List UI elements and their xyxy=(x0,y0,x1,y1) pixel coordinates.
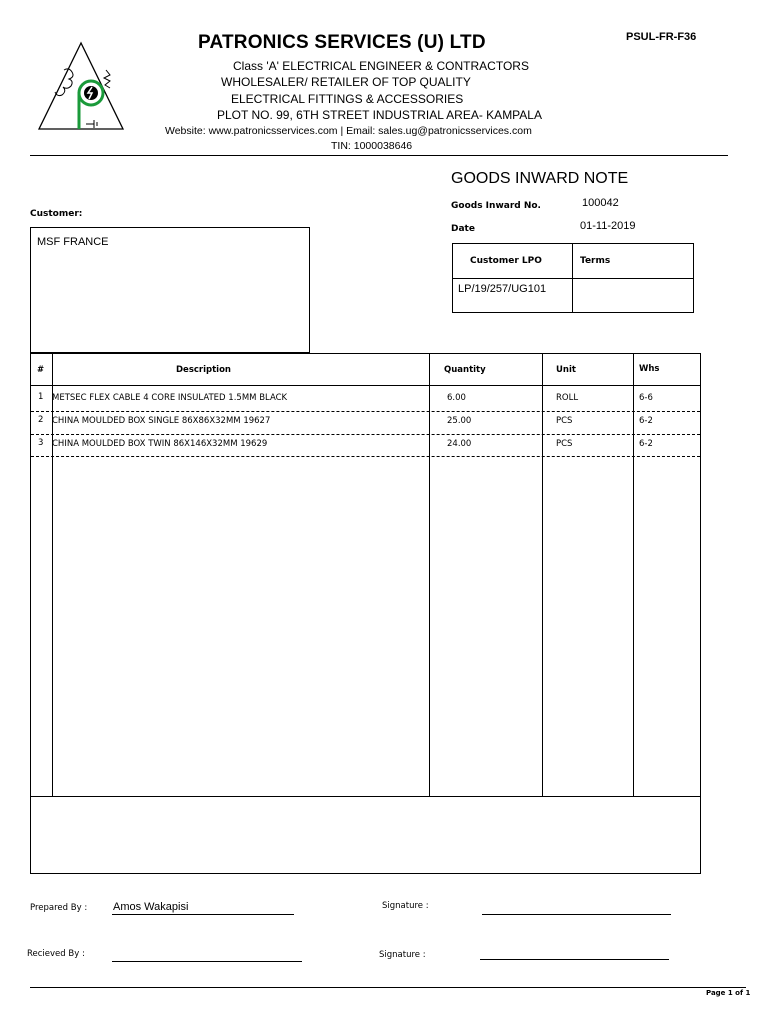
signature-label-1: Signature : xyxy=(382,901,429,911)
prepared-by-name: Amos Wakapisi xyxy=(113,901,189,913)
contact-info: Website: www.patronicsservices.com | Email: sales.ug@patronicsservices.com xyxy=(165,125,532,137)
footer-divider xyxy=(30,987,746,988)
customer-name: MSF FRANCE xyxy=(37,236,109,248)
row-2-separator xyxy=(31,434,700,435)
row-1-description: METSEC FLEX CABLE 4 CORE INSULATED 1.5MM BLACK xyxy=(52,393,288,403)
tin-number: TIN: 1000038646 xyxy=(331,140,413,152)
lpo-terms-box xyxy=(452,243,694,313)
row-1-quantity: 6.00 xyxy=(447,393,466,403)
row-3-unit: PCS xyxy=(556,439,573,449)
col-header-num: # xyxy=(37,365,45,375)
row-1-num: 1 xyxy=(38,392,44,402)
items-table xyxy=(30,353,701,874)
row-3-whs: 6-2 xyxy=(639,439,653,449)
signature-line-2 xyxy=(480,959,669,960)
row-3-quantity: 24.00 xyxy=(447,439,472,449)
col-line-4 xyxy=(633,354,634,796)
table-footer-divider xyxy=(31,796,700,797)
header-line-3: ELECTRICAL FITTINGS & ACCESSORIES xyxy=(231,92,464,106)
row-1-separator xyxy=(31,411,700,412)
signature-label-2: Signature : xyxy=(379,950,426,960)
document-title: GOODS INWARD NOTE xyxy=(451,170,629,187)
lpo-divider-h xyxy=(453,278,693,279)
row-1-unit: ROLL xyxy=(556,393,579,403)
customer-label: Customer: xyxy=(30,209,83,219)
header-line-4: PLOT NO. 99, 6TH STREET INDUSTRIAL AREA- KAMPALA xyxy=(217,108,542,122)
received-by-line xyxy=(112,961,302,962)
header-line-1: Class 'A' ELECTRICAL ENGINEER & CONTRACTORS xyxy=(233,59,529,73)
prepared-by-line xyxy=(112,914,294,915)
customer-box xyxy=(30,227,310,353)
col-header-description: Description xyxy=(176,365,231,375)
row-3-num: 3 xyxy=(38,438,44,448)
row-2-num: 2 xyxy=(38,415,44,425)
page-number: Page 1 of 1 xyxy=(706,989,751,997)
terms-header: Terms xyxy=(580,256,611,266)
goods-inward-no-label: Goods Inward No. xyxy=(451,201,541,211)
header-divider xyxy=(30,155,728,156)
row-1-whs: 6-6 xyxy=(639,393,653,403)
date-value: 01-11-2019 xyxy=(580,220,636,232)
col-line-2 xyxy=(429,354,430,796)
col-header-quantity: Quantity xyxy=(444,365,486,375)
row-3-description: CHINA MOULDED BOX TWIN 86X146X32MM 19629 xyxy=(52,439,268,449)
col-header-unit: Unit xyxy=(556,365,576,375)
company-logo xyxy=(36,40,126,134)
col-line-3 xyxy=(542,354,543,796)
row-2-whs: 6-2 xyxy=(639,416,653,426)
company-name: PATRONICS SERVICES (U) LTD xyxy=(198,32,486,53)
prepared-by-label: Prepared By : xyxy=(30,903,88,913)
col-header-whs: Whs xyxy=(639,364,660,374)
row-2-description: CHINA MOULDED BOX SINGLE 86X86X32MM 19627 xyxy=(52,416,271,426)
customer-lpo-value: LP/19/257/UG101 xyxy=(458,283,547,295)
table-header-divider xyxy=(31,385,700,386)
signature-line-1 xyxy=(482,914,671,915)
received-by-label: Recieved By : xyxy=(27,949,85,959)
date-label: Date xyxy=(451,224,475,234)
goods-inward-no-value: 100042 xyxy=(582,197,619,209)
document-reference: PSUL-FR-F36 xyxy=(626,31,697,43)
row-2-unit: PCS xyxy=(556,416,573,426)
customer-lpo-header: Customer LPO xyxy=(470,256,542,266)
row-3-separator xyxy=(31,456,700,457)
header-line-2: WHOLESALER/ RETAILER OF TOP QUALITY xyxy=(221,75,471,89)
lpo-divider-v xyxy=(572,244,573,312)
row-2-quantity: 25.00 xyxy=(447,416,472,426)
